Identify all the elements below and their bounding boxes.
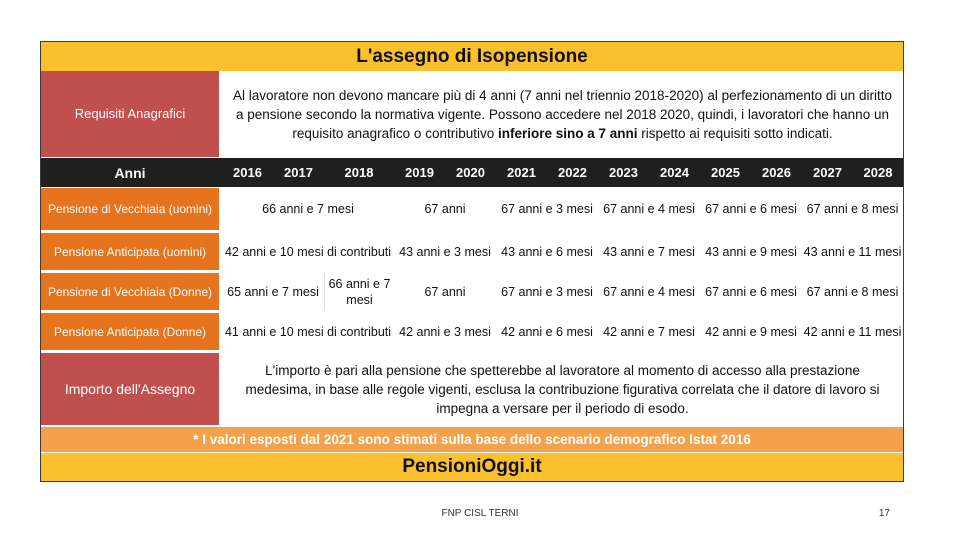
cell-text: 65 anni e 7 mesi bbox=[227, 284, 319, 299]
brand-logo-text: PensioniOggi.it bbox=[402, 456, 542, 477]
year-label: 2017 bbox=[284, 165, 313, 180]
cell bbox=[496, 233, 598, 270]
row-label-vecchiaia-donne bbox=[41, 273, 219, 310]
requisiti-anagrafici-text-cell bbox=[222, 71, 903, 157]
cell-text: 42 anni e 3 mesi bbox=[399, 324, 491, 339]
requisiti-text-part2: rispetto ai requisiti sotto indicati. bbox=[637, 125, 833, 141]
cell-text: 43 anni e 3 mesi bbox=[399, 244, 491, 259]
cell bbox=[700, 233, 802, 270]
year-label: 2026 bbox=[762, 165, 791, 180]
table-title: L'assegno di Isopensione bbox=[356, 45, 588, 67]
year-label: 2027 bbox=[813, 165, 842, 180]
year-label: 2024 bbox=[660, 165, 689, 180]
row-label-anticipata-uomini bbox=[41, 233, 219, 270]
row-label-vecchiaia-uomini bbox=[41, 188, 219, 230]
year-2016 bbox=[222, 158, 273, 187]
cell bbox=[496, 273, 598, 310]
cell-text: 43 anni e 9 mesi bbox=[705, 244, 797, 259]
year-2017 bbox=[273, 158, 324, 187]
year-label: 2022 bbox=[558, 165, 587, 180]
requisiti-anagrafici-label-cell bbox=[41, 71, 219, 157]
year-2018 bbox=[324, 158, 394, 187]
cell bbox=[802, 313, 903, 350]
year-2024 bbox=[649, 158, 700, 187]
cell bbox=[324, 273, 394, 310]
cell bbox=[222, 273, 324, 310]
year-label: 2019 bbox=[405, 165, 434, 180]
row-label: Pensione di Vecchiaia (uomini) bbox=[47, 202, 213, 216]
anni-label-cell bbox=[41, 158, 219, 187]
cell-text: 42 anni e 11 mesi bbox=[803, 324, 902, 339]
cell-text: 67 anni e 3 mesi bbox=[501, 284, 593, 299]
requisiti-text-part1: Al lavoratore non devono mancare più di 4 anni (7 anni nel triennio 2018-2020) al perfezionamento di un diritto a pensione secondo la normativa vigente. Possono accedere nel 2018 2020, quindi, i lavoratori che hanno un requisito anagrafico o contributivo bbox=[233, 87, 892, 141]
cell-text: 66 anni e 7 mesi bbox=[262, 202, 354, 216]
cell bbox=[222, 313, 394, 350]
cell-text: 67 anni e 6 mesi bbox=[705, 284, 797, 299]
cell-text: 67 anni bbox=[424, 284, 466, 299]
row-label: Pensione Anticipata (uomini) bbox=[53, 244, 207, 259]
footer-text: FNP CISL TERNI bbox=[441, 508, 519, 519]
cell-text: 67 anni e 8 mesi bbox=[806, 284, 899, 299]
anni-label: Anni bbox=[114, 164, 146, 181]
requisiti-anagrafici-label: Requisiti Anagrafici bbox=[74, 106, 186, 121]
year-2020 bbox=[445, 158, 496, 187]
cell bbox=[598, 188, 700, 230]
cell bbox=[598, 313, 700, 350]
cell bbox=[394, 188, 496, 230]
year-2023 bbox=[598, 158, 649, 187]
cell bbox=[802, 273, 903, 310]
cell bbox=[394, 233, 496, 270]
cell bbox=[700, 313, 802, 350]
cell-text: 67 anni e 6 mesi bbox=[705, 202, 797, 216]
year-label: 2025 bbox=[711, 165, 740, 180]
brand-bar bbox=[41, 453, 903, 481]
cell-text: 67 anni e 4 mesi bbox=[603, 202, 695, 216]
cell-text: 43 anni e 6 mesi bbox=[501, 244, 593, 259]
year-label: 2021 bbox=[507, 165, 536, 180]
cell bbox=[496, 313, 598, 350]
importo-label: Importo dell'Assegno bbox=[64, 381, 196, 397]
cell bbox=[598, 273, 700, 310]
row-label: Pensione di Vecchiaia (Donne) bbox=[47, 284, 213, 299]
cell bbox=[394, 313, 496, 350]
year-2026 bbox=[751, 158, 802, 187]
importo-text-cell bbox=[222, 353, 903, 425]
cell-text: 43 anni e 11 mesi bbox=[803, 244, 902, 259]
year-2021 bbox=[496, 158, 547, 187]
note-text: * I valori esposti dal 2021 sono stimati sulla base dello scenario demografico Istat 2016 bbox=[193, 432, 751, 447]
year-2025 bbox=[700, 158, 751, 187]
year-label: 2018 bbox=[344, 165, 374, 180]
cell-text: 67 anni e 3 mesi bbox=[501, 202, 593, 216]
year-2022 bbox=[547, 158, 598, 187]
cell-text: 67 anni bbox=[424, 202, 466, 216]
cell-text: 67 anni e 4 mesi bbox=[603, 284, 695, 299]
note-bar bbox=[41, 427, 903, 452]
cell-text: 67 anni e 8 mesi bbox=[806, 202, 899, 216]
year-label: 2016 bbox=[233, 165, 262, 180]
cell bbox=[700, 188, 802, 230]
row-label: Pensione Anticipata (Donne) bbox=[53, 324, 207, 339]
cell bbox=[394, 273, 496, 310]
page-number: 17 bbox=[878, 508, 890, 519]
year-2027 bbox=[802, 158, 853, 187]
requisiti-anagrafici-text bbox=[222, 86, 903, 143]
importo-label-cell bbox=[41, 353, 219, 425]
cell-text: 43 anni e 7 mesi bbox=[603, 244, 695, 259]
year-label: 2020 bbox=[456, 165, 485, 180]
year-label: 2023 bbox=[609, 165, 638, 180]
year-2028 bbox=[853, 158, 903, 187]
isopensione-table bbox=[40, 41, 904, 482]
cell bbox=[222, 188, 394, 230]
cell-text: 41 anni e 10 mesi di contributi bbox=[224, 324, 392, 339]
year-label: 2028 bbox=[863, 165, 893, 180]
cell-text: 42 anni e 7 mesi bbox=[603, 324, 695, 339]
row-label-anticipata-donne bbox=[41, 313, 219, 350]
requisiti-text-bold: inferiore sino a 7 anni bbox=[497, 125, 638, 141]
cell bbox=[802, 233, 903, 270]
importo-text: L'importo è pari alla pensione che spetterebbe al lavoratore al momento di accesso alla prestazione medesima, in base alle regole vigenti, esclusa la contribuzione figurativa correlata che il datore di lavoro si impegna a versare per il periodo di esodo. bbox=[245, 362, 880, 416]
year-2019 bbox=[394, 158, 445, 187]
cell bbox=[496, 188, 598, 230]
table-title-bar bbox=[41, 42, 903, 71]
cell bbox=[802, 188, 903, 230]
cell-text: 42 anni e 10 mesi di contributi bbox=[224, 244, 392, 259]
cell bbox=[222, 233, 394, 270]
cell bbox=[598, 233, 700, 270]
cell-text: 66 anni e 7 mesi bbox=[328, 276, 391, 307]
cell-text: 42 anni e 9 mesi bbox=[705, 324, 797, 339]
cell-text: 42 anni e 6 mesi bbox=[501, 324, 593, 339]
cell bbox=[700, 273, 802, 310]
